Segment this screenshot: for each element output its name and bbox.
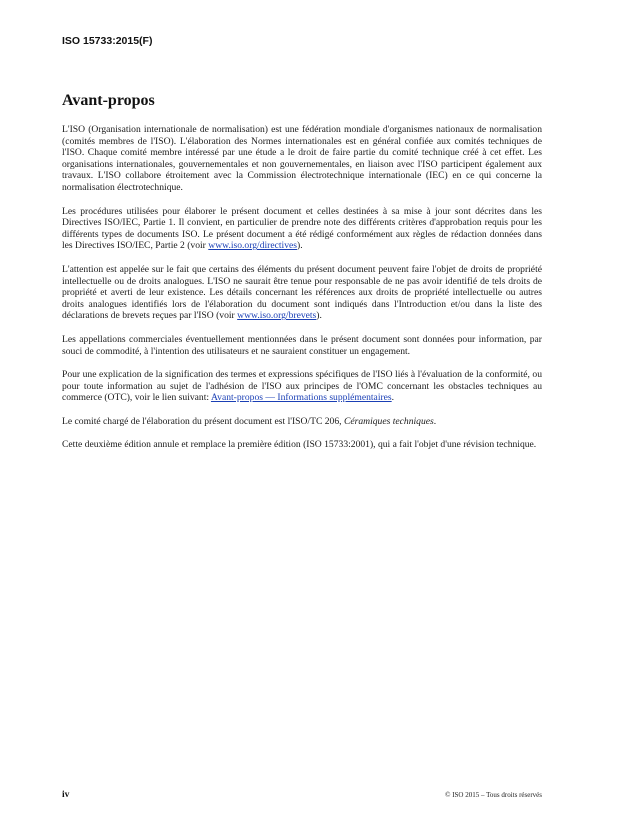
paragraph-trade-names: Les appellations commerciales éventuellement mentionnées dans le présent document sont données pour information, par souci de commodité, à l'intention des utilisateurs et ne sauraient constituer un engagement. bbox=[62, 333, 542, 357]
paragraph-conformity-text: Pour une explication de la signification des termes et expressions spécifiques de l'ISO liés à l'évaluation de la conformité, ou pour toute information au sujet de l'adhésion de l'ISO aux principes de l'OMC concernant les obstacles techniques au commerce (OTC), voir le lien suivant: bbox=[62, 369, 542, 404]
committee-name: Céramiques techniques bbox=[343, 415, 434, 427]
paragraph-edition: Cette deuxième édition annule et remplace la première édition (ISO 15733:2001), qui a fait l'objet d'une révision technique. bbox=[62, 439, 537, 451]
foreword-info-link[interactable]: Avant-propos — Informations supplémentaires bbox=[210, 392, 392, 404]
copyright-notice: © ISO 2015 – Tous droits réservés bbox=[445, 791, 542, 799]
paragraph-patents-text: L'attention est appelée sur le fait que certains des éléments du présent document peuvent faire l'objet de droits de propriété intellectuelle ou de droits analogues. L'ISO ne saurait être tenue pour responsable de ne pas avoir identifié de tels droits de propriété et averti de leur existence. Les détails concernant les références aux droits de propriété intellectuelle ou autres droits analogues identifiés lors de l'élaboration du document sont indiqués dans l'Introduction et/ou dans la liste des déclarations de brevets reçues par l'ISO (voir bbox=[62, 263, 542, 322]
paragraph-patents-end: ). bbox=[316, 310, 322, 322]
page-number: iv bbox=[62, 790, 70, 800]
paragraph-iso-organisation: L'ISO (Organisation internationale de normalisation) est une fédération mondiale d'organismes nationaux de normalisation (comités membres de l'ISO). L'élaboration des Normes internationales est en général confiée aux comités techniques de l'ISO. Chaque comité membre intéressé par une étude a le droit de faire partie du comité technique créé à cet effet. Les organisations internationales, gouvernementales et non gouvernementales, en liaison avec l'ISO participent également aux travaux. L'ISO collabore étroitement avec la Commission électrotechnique internationale (IEC) en ce qui concerne la normalisation électrotechnique. bbox=[62, 124, 542, 193]
paragraph-conformity bbox=[62, 369, 542, 404]
page-footer bbox=[62, 790, 542, 800]
paragraph-committee bbox=[62, 416, 542, 428]
section-title: Avant-propos bbox=[62, 92, 155, 109]
paragraph-committee-text: Le comité chargé de l'élaboration du présent document est l'ISO/TC 206, bbox=[62, 415, 344, 427]
paragraph-patents bbox=[62, 264, 542, 322]
paragraph-committee-end: . bbox=[433, 415, 437, 427]
main-content bbox=[62, 92, 542, 463]
paragraph-procedures-end: ). bbox=[297, 240, 303, 252]
paragraph-procedures bbox=[62, 206, 542, 252]
directives-link[interactable]: www.iso.org/directives bbox=[208, 240, 298, 252]
paragraph-conformity-end: . bbox=[391, 392, 395, 404]
patents-link[interactable]: www.iso.org/brevets bbox=[237, 310, 317, 322]
paragraph-procedures-text: Les procédures utilisées pour élaborer le présent document et celles destinées à sa mise à jour sont décrites dans les Directives ISO/IEC, Partie 1. Il convient, en particulier de prendre note des différents critères d'approbation requis pour les différents types de documents ISO. Le présent document a été rédigé conformément aux règles de rédaction données dans les Directives ISO/IEC, Partie 2 (voir bbox=[62, 205, 542, 252]
document-header: ISO 15733:2015(F) bbox=[62, 35, 153, 47]
